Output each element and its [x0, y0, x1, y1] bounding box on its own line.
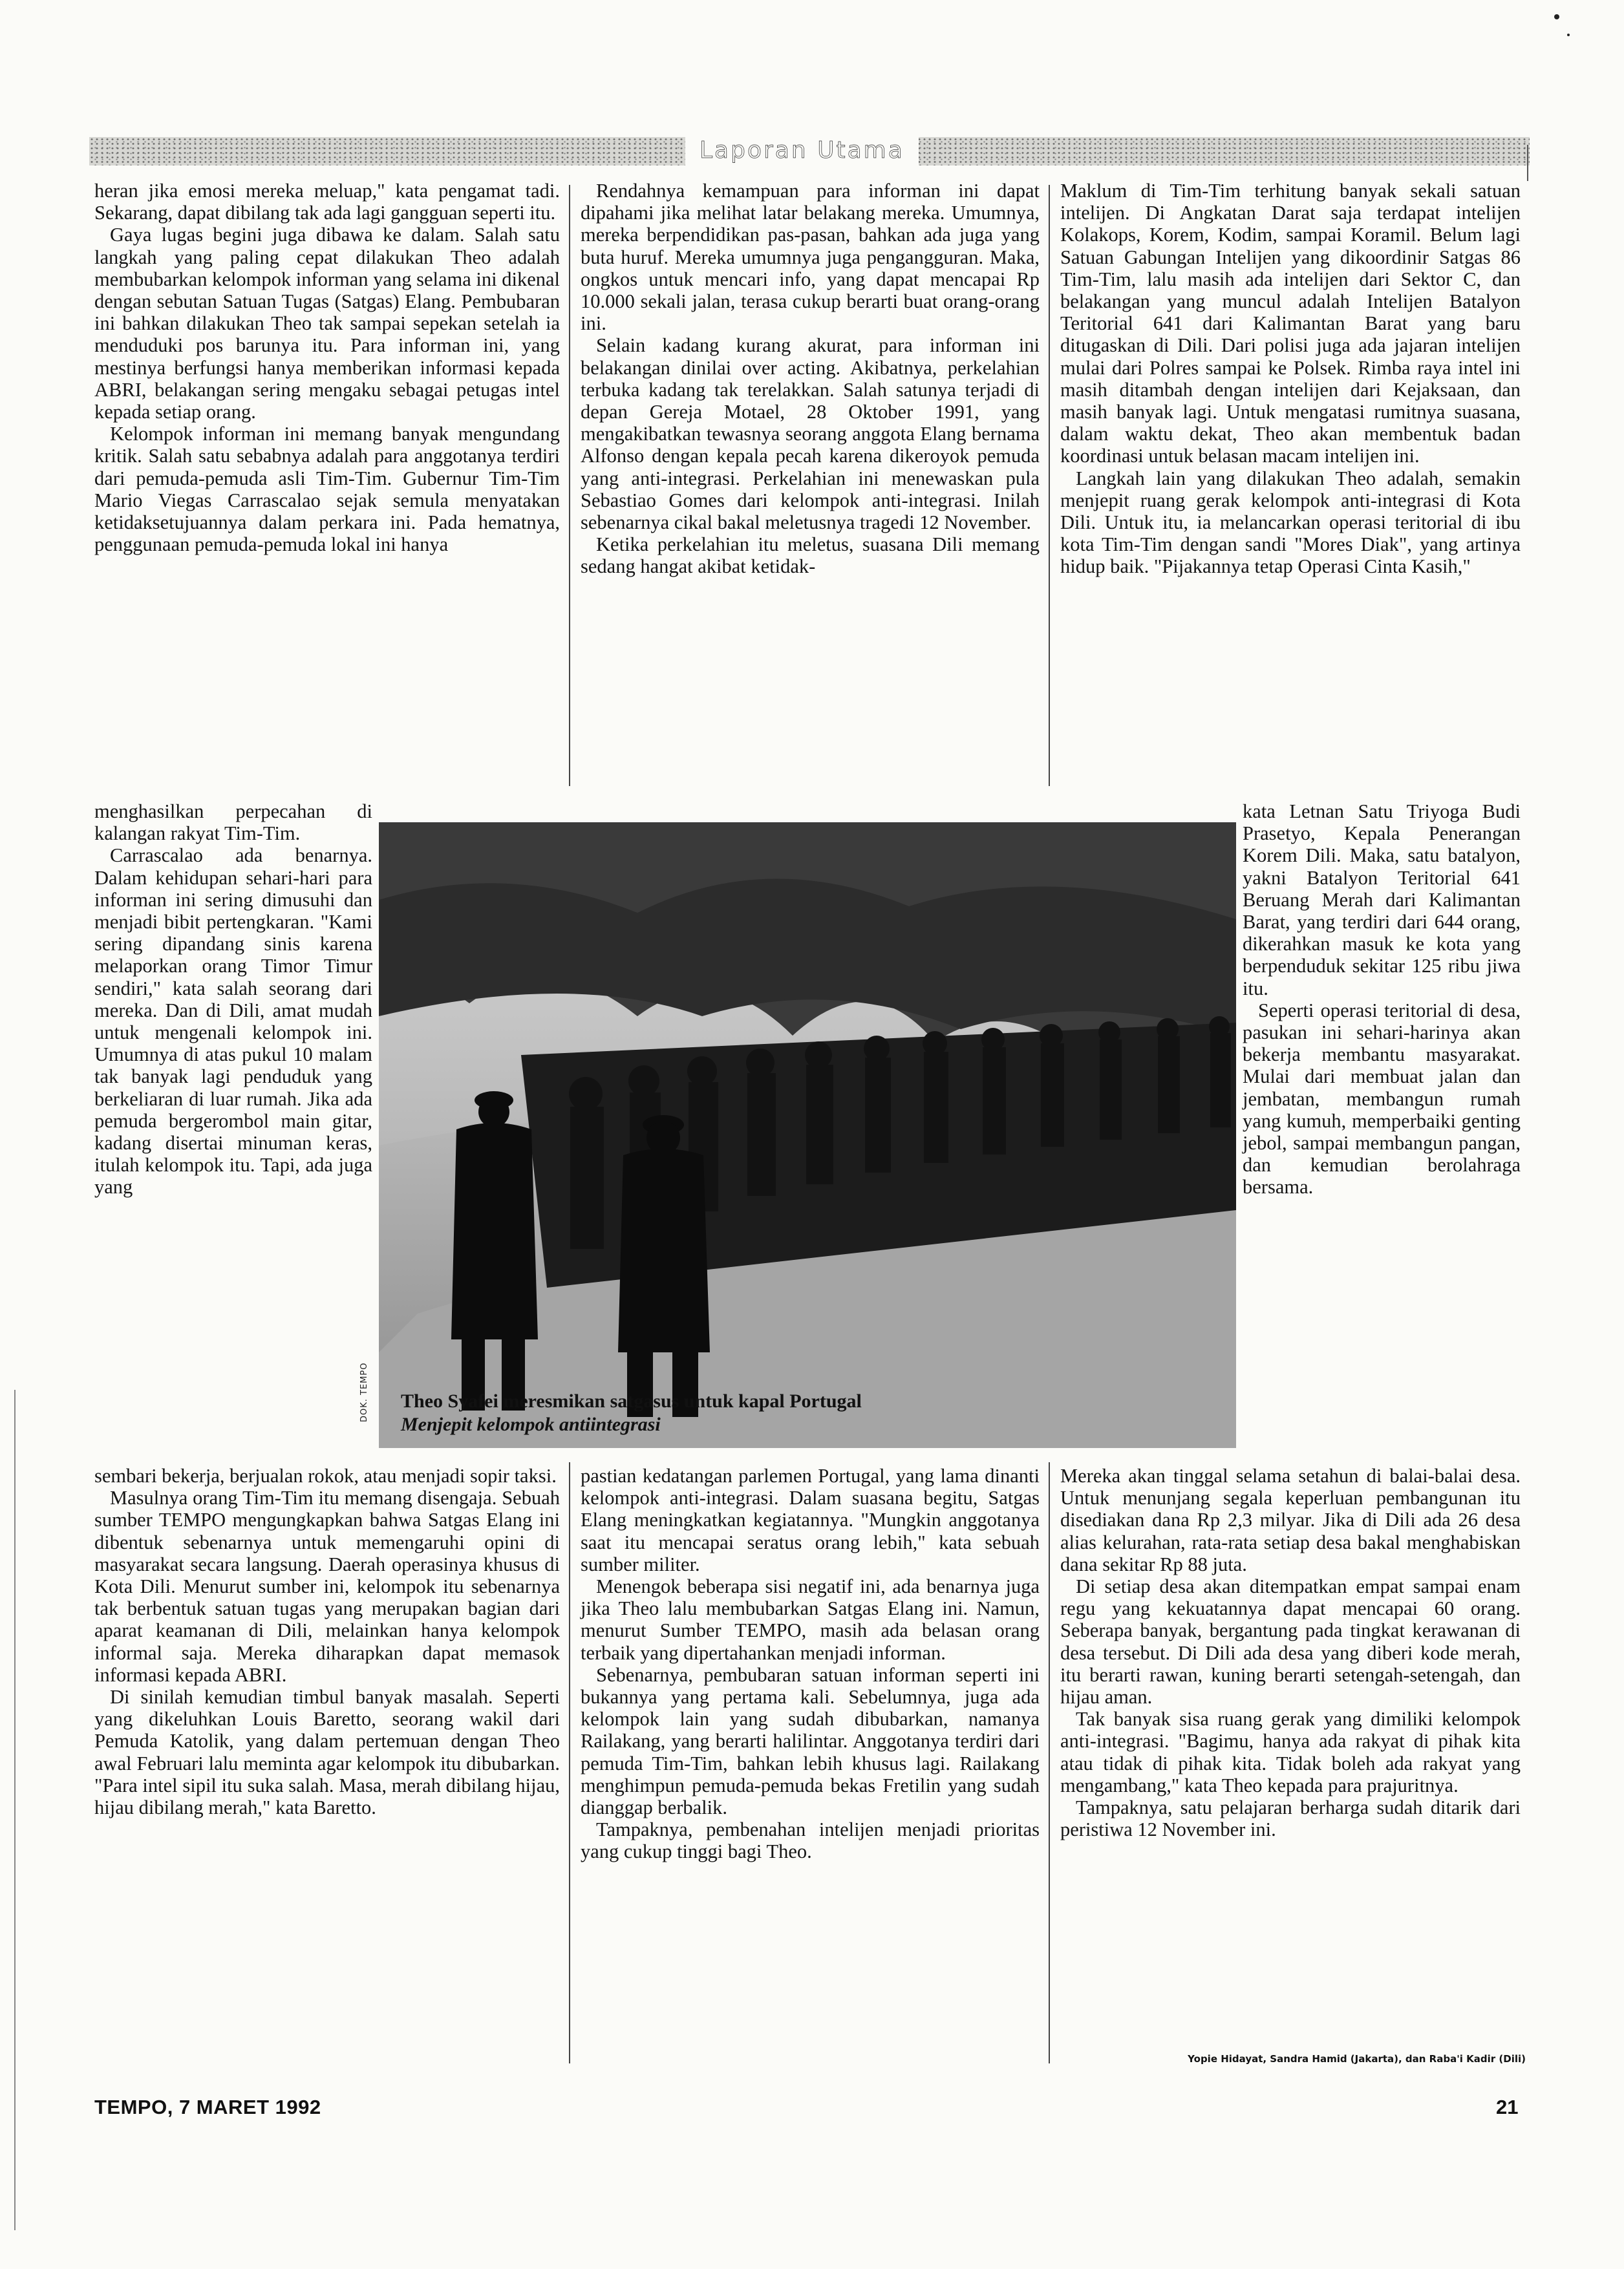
paragraph: Seperti operasi teritorial di desa, pasukan ini sehari-harinya akan bekerja membantu masyarakat. Mulai dari membuat jalan dan jembatan, membangun rumah yang kumuh, memperbaiki genting jebol, sampai membangun pangan, dan kemudian berolahraga bersama. [1243, 999, 1521, 1198]
paragraph: menghasilkan perpecahan di kalangan rakyat Tim-Tim. [94, 800, 372, 845]
caption-title: Theo Syafei meresmikan satgasus untuk kapal Portugal [401, 1390, 862, 1412]
paragraph: Selain kadang kurang akurat, para informan ini belakangan dinilai over acting. Akibatnya, perkelahian terbuka kadang tak terelakkan. Salah satunya terjadi di depan Gereja Motael, 28 Oktober 1991, yang mengakibatkan tewasnya seorang anggota Elang bernama Alfonso dengan kepala pecah karena dikeroyok pemuda yang anti-integrasi. Perkelahian ini menewaskan pula Sebastiao Gomes dari kelompok anti-integrasi. Inilah sebenarnya cikal bakal meletusnya tragedi 12 November. [581, 334, 1040, 534]
paragraph: Langkah lain yang dilakukan Theo adalah, semakin menjepit ruang gerak kelompok anti-integrasi di Kota Dili. Untuk itu, ia melancarkan operasi teritorial di ibu kota Tim-Tim dengan sandi "Mores Diak", yang artinya hidup baik. "Pijakannya tetap Operasi Cinta Kasih," [1060, 467, 1521, 578]
column-rule [569, 1462, 570, 2063]
paragraph: Tampaknya, pembenahan intelijen menjadi prioritas yang cukup tinggi bagi Theo. [581, 1818, 1040, 1863]
photo-illustration [379, 822, 1236, 1448]
reporter-credits: Yopie Hidayat, Sandra Hamid (Jakarta), dan Raba'i Kadir (Dili) [1188, 2053, 1526, 2065]
paragraph: Mereka akan tinggal selama setahun di balai-balai desa. Untuk menunjang segala keperluan pembangunan itu disediakan dana Rp 2,3 milyar. Jika di Dili ada 26 desa alias kelurahan, rata-rata setiap desa bakal menghabiskan dana sekitar Rp 88 juta. [1060, 1465, 1521, 1575]
article-column-3 [1060, 180, 1521, 578]
article-column-2-bottom [581, 1465, 1040, 1863]
article-column-3-wrap [1243, 800, 1521, 1198]
article-column-1-bottom [94, 1465, 560, 1818]
paragraph: Masulnya orang Tim-Tim itu memang disengaja. Sebuah sumber TEMPO mengungkapkan bahwa Satgas Elang ini dibentuk sebenarnya untuk memengaruhi opini di masyarakat secara langsung. Daerah operasinya khusus di Kota Dili. Menurut sumber ini, kelompok itu sebenarnya tak berbentuk satuan tugas yang merupakan bagian dari aparat keamanan di Dili, melainkan hanya kelompok informal saja. Mereka diharapkan dapat memasok informasi kepada ABRI. [94, 1487, 560, 1686]
paragraph: Di setiap desa akan ditempatkan empat sampai enam regu yang kekuatannya dapat mencapai 60 orang. Seberapa banyak, bergantung pada tingkat kerawanan di desa tersebut. Di Dili ada desa yang diberi kode merah, itu berarti rawan, kuning berarti setengah-setengah, dan hijau aman. [1060, 1575, 1521, 1709]
paragraph: Menengok beberapa sisi negatif ini, ada benarnya juga jika Theo lalu membubarkan Satgas Elang ini. Namun, menurut Sumber TEMPO, masih ada belasan orang terbaik yang dipertahankan menjadi informan. [581, 1575, 1040, 1664]
article-column-1-wrap [94, 800, 372, 1198]
column-rule [569, 185, 570, 786]
news-photo [379, 822, 1236, 1448]
paragraph: Gaya lugas begini juga dibawa ke dalam. Salah satu langkah yang paling cepat dilakukan Theo adalah membubarkan kelompok informan yang selama ini dikenal dengan sebutan Satuan Tugas (Satgas) Elang. Pembubaran ini bahkan dilakukan Theo tak sampai sepekan setelah ia menduduki pos barunya itu. Para informan ini, yang mestinya berfungsi hanya memberikan informasi kepada ABRI, belakangan sering mengaku sebagai petugas intel kepada setiap orang. [94, 224, 560, 423]
article-column-3-bottom [1060, 1465, 1521, 1840]
paragraph: Ketika perkelahian itu meletus, suasana Dili memang sedang hangat akibat ketidak- [581, 533, 1040, 578]
section-title: Laporan Utama [685, 134, 919, 167]
scan-speck [1554, 14, 1559, 19]
article-column-1 [94, 180, 560, 555]
photo-credit: DOK. TEMPO [359, 1362, 369, 1422]
paragraph: Sebenarnya, pembubaran satuan informan seperti ini bukannya yang pertama kali. Sebelumnya, juga ada kelompok lain yang sudah dibubarkan, namanya Railakang, yang berarti halilintar. Anggotanya terdiri dari pemuda Tim-Tim, bahkan lebih khusus lagi. Railakang menghimpun pemuda-pemuda bekas Fretilin yang sudah dianggap berbalik. [581, 1663, 1040, 1819]
paragraph: sembari bekerja, berjualan rokok, atau menjadi sopir taksi. [94, 1465, 557, 1487]
caption-subtitle: Menjepit kelompok antiintegrasi [401, 1414, 661, 1435]
paragraph: pastian kedatangan parlemen Portugal, yang lama dinanti kelompok anti-integrasi. Dalam suasana begitu, Satgas Elang meningkatkan kegiatannya. "Mungkin anggotanya saat itu mencapai seratus orang lebih," kata sebuah sumber militer. [581, 1465, 1040, 1575]
page-number: 21 [1496, 2096, 1519, 2118]
paragraph: Rendahnya kemampuan para informan ini dapat dipahami jika melihat latar belakang mereka. Umumnya, mereka berpendidikan pas-pasan, bahkan ada juga yang buta huruf. Mereka umumnya juga pengangguran. Maka, ongkos untuk mencari info, yang dapat mencapai Rp 10.000 sekali jalan, terasa cukup berarti buat orang-orang ini. [581, 180, 1040, 335]
column-rule [1049, 185, 1050, 786]
paragraph: heran jika emosi mereka meluap," kata pengamat tadi. Sekarang, dapat dibilang tak ada lagi gangguan seperti itu. [94, 180, 560, 224]
column-rule [1049, 1462, 1050, 2063]
scan-speck [1567, 34, 1570, 36]
paragraph: Tampaknya, satu pelajaran berharga sudah ditarik dari peristiwa 12 November ini. [1060, 1796, 1521, 1841]
column-rule [1527, 145, 1528, 181]
paragraph: Kelompok informan ini memang banyak mengundang kritik. Salah satu sebabnya adalah para anggotanya terdiri dari pemuda-pemuda asli Tim-Tim. Gubernur Tim-Tim Mario Viegas Carrascalao sejak semula menyatakan ketidaksetujuannya dalam perkara ini. Pada hematnya, penggunaan pemuda-pemuda lokal ini hanya [94, 423, 560, 556]
paragraph: Tak banyak sisa ruang gerak yang dimiliki kelompok anti-integrasi. "Bagimu, hanya ada rakyat di pihak kita atau tidak di pihak kita. Tidak boleh ada rakyat yang mengambang," kata Theo kepada para prajuritnya. [1060, 1708, 1521, 1796]
article-column-2 [581, 180, 1040, 578]
scan-edge-line [14, 1390, 16, 2230]
photo-caption [401, 1390, 1164, 1436]
paragraph: Maklum di Tim-Tim terhitung banyak sekali satuan intelijen. Di Angkatan Darat saja terdapat intelijen Kolakops, Korem, Kodim, sampai Koramil. Belum lagi Satuan Gabungan Intelijen yang dikoordinir Satgas 86 Tim-Tim, lalu masih ada intelijen dari Sektor C, dan belakangan yang muncul adalah Intelijen Batalyon Teritorial 641 dari Kalimantan Barat yang baru ditugaskan di Dili. Dari polisi juga ada jajaran intelijen mulai dari Polres sampai ke Polsek. Rimba raya intel ini masih ditambah dengan intelijen dari Kejaksaan, dan masih banyak lagi. Untuk mengatasi rumitnya suasana, dalam waktu dekat, Theo akan membentuk badan koordinasi untuk belasan macam intelijen ini. [1060, 180, 1521, 467]
paragraph: Di sinilah kemudian timbul banyak masalah. Seperti yang dikeluhkan Louis Baretto, seorang wakil dari Pemuda Katolik, yang dalam pertemuan dengan Theo awal Februari lalu meminta agar kelompok itu dibubarkan. "Para intel sipil itu suka salah. Masa, merah dibilang hijau, hijau dibilang merah," kata Baretto. [94, 1686, 560, 1819]
paragraph: Carrascalao ada benarnya. Dalam kehidupan sehari-hari para informan ini sering dimusuhi dan menjadi bibit pertengkaran. "Kami sering dipandang sinis karena melaporkan orang Timor Timur sendiri," kata salah seorang dari mereka. Dan di Dili, amat mudah untuk mengenali kelompok ini. Umumnya di atas pukul 10 malam tak banyak lagi penduduk yang berkeliaran di luar rumah. Jika ada pemuda bergerombol main gitar, kadang disertai minuman keras, itulah kelompok itu. Tapi, ada juga yang [94, 844, 372, 1198]
paragraph: kata Letnan Satu Triyoga Budi Prasetyo, Kepala Penerangan Korem Dili. Maka, satu batalyon, yakni Batalyon Teritorial 641 Beruang Merah dari Kalimantan Barat, yang terdiri dari 644 orang, dikerahkan masuk ke kota yang berpenduduk sekitar 125 ribu jiwa itu. [1243, 800, 1521, 999]
publication-footer: TEMPO, 7 MARET 1992 [94, 2096, 321, 2118]
